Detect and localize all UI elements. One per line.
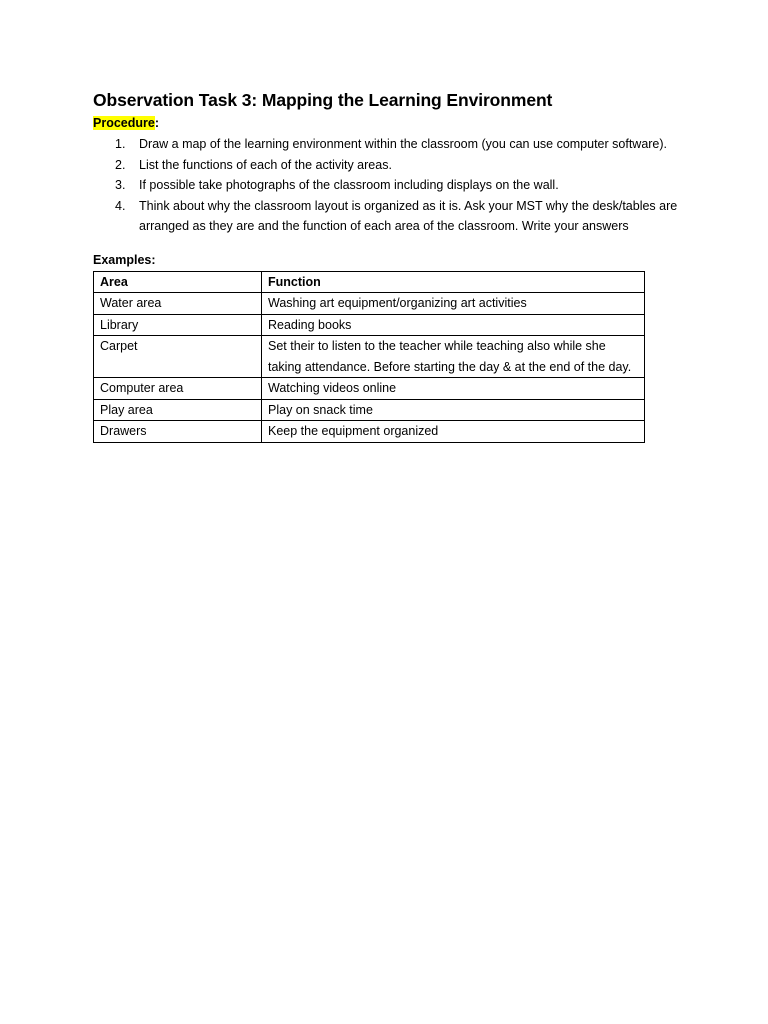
step-number: 1. [115,137,126,151]
table-row [94,399,645,421]
cell-function: Set their to listen to the teacher while teaching also while she taking attendance. Before starting the day & at the end of the day. [262,336,645,378]
table-row [94,336,645,378]
procedure-colon: : [154,116,160,130]
cell-area: Drawers [94,421,262,443]
cell-area: Play area [94,399,262,421]
step-text: If possible take photographs of the classroom including displays on the wall. [139,178,559,192]
procedure-label: Procedure [93,116,155,130]
step-text: List the functions of each of the activity areas. [139,157,392,172]
cell-function: Keep the equipment organized [262,421,645,443]
procedure-steps [93,134,693,237]
step-number: 4. [115,198,126,213]
header-area: Area [94,271,262,293]
document-page [93,88,693,443]
table-row [94,378,645,400]
cell-function: Play on snack time [262,399,645,421]
procedure-step [93,155,679,176]
table-row [94,421,645,443]
examples-label: Examples: [93,252,156,267]
step-number: 3. [115,178,126,192]
table-row [94,293,645,315]
cell-area: Library [94,314,262,336]
step-text: Draw a map of the learning environment within the classroom (you can use computer software). [139,137,668,151]
header-function: Function [262,271,645,293]
cell-area: Water area [94,293,262,315]
cell-area: Carpet [94,336,262,378]
procedure-step [93,134,679,155]
table-header-row [94,271,645,293]
cell-function: Washing art equipment/organizing art activities [262,293,645,315]
step-text: Think about why the classroom layout is organized as it is. Ask your MST why the desk/tables are arranged as they are and the function of each area of the classroom. Write your answers [139,198,678,233]
examples-table [93,271,645,443]
cell-function: Watching videos online [262,378,645,400]
procedure-step [93,196,679,237]
table-row [94,314,645,336]
cell-function: Reading books [262,314,645,336]
procedure-heading [93,114,693,132]
procedure-step [93,175,679,196]
document-title: Observation Task 3: Mapping the Learning Environment [93,90,553,110]
step-number: 2. [115,157,126,172]
cell-area: Computer area [94,378,262,400]
